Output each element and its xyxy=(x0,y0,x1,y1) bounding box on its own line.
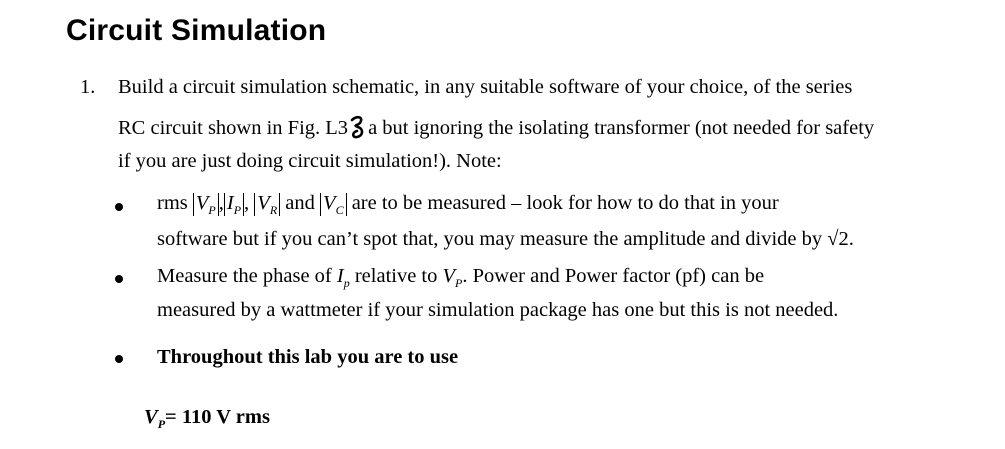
bullet-dot xyxy=(115,275,123,283)
vp-symbol: V xyxy=(442,265,456,287)
vp-subscript: P xyxy=(455,276,463,291)
vp-subscript: P xyxy=(208,203,216,218)
param-symbol: V xyxy=(144,406,158,428)
bullet-1-line-1: rms $V_P$ , $I_P$ , $V_R$ and $V_C$ are to be measured – look for how to do that in your xyxy=(157,192,779,218)
item-text-line-2-pre: RC circuit shown in Fig. L3 xyxy=(118,117,349,139)
item-text-line-2-post: a but ignoring the isolating transformer (not needed for safety xyxy=(368,117,875,139)
bullet-2-line-2: measured by a wattmeter if your simulation package has one but this is not needed. xyxy=(157,299,839,321)
bullet-1-rms-text: rms xyxy=(157,192,188,214)
vp-symbol: V xyxy=(195,192,209,214)
vp-parameter xyxy=(144,406,270,432)
bullet-1-post-text: are to be measured – look for how to do that in your xyxy=(351,192,779,214)
abs-vc xyxy=(320,193,347,216)
bullet-dot xyxy=(115,203,123,211)
abs-vp xyxy=(193,193,219,216)
abs-ip xyxy=(224,193,244,216)
abs-vr xyxy=(254,193,280,216)
vr-symbol: V xyxy=(257,192,270,214)
ip-subscript: P xyxy=(233,203,242,218)
param-subscript: P xyxy=(157,417,166,432)
item-text-line-3: if you are just doing circuit simulation!). Note: xyxy=(118,150,502,172)
item-text-line-2 xyxy=(118,114,874,140)
ip-symbol: I xyxy=(226,192,234,214)
param-value: = 110 V rms xyxy=(165,406,270,428)
bullet-2-line-1 xyxy=(157,265,764,291)
bullet-1-line-2: software but if you can’t spot that, you may measure the amplitude and divide by √2. xyxy=(157,228,854,250)
handwritten-scribble-icon xyxy=(349,114,367,140)
and-text: and xyxy=(285,192,315,214)
bullet-2-pre-text: Measure the phase of xyxy=(157,265,332,287)
list-item-number: 1. xyxy=(80,76,96,98)
bullet-3-text: Throughout this lab you are to use xyxy=(157,346,459,368)
bullet-2-mid-text: relative to xyxy=(354,265,438,287)
vr-subscript: R xyxy=(269,203,278,218)
page-title: Circuit Simulation xyxy=(66,14,327,47)
bullet-2-post-text: . Power and Power factor (pf) can be xyxy=(462,265,765,287)
vc-subscript: C xyxy=(335,203,344,218)
ip-symbol: I xyxy=(336,265,344,287)
item-text-line-1: Build a circuit simulation schematic, in any suitable software of your choice, of the series xyxy=(118,76,853,98)
vc-symbol: V xyxy=(323,192,336,214)
ip-subscript: p xyxy=(343,276,350,291)
bullet-dot xyxy=(115,355,123,363)
